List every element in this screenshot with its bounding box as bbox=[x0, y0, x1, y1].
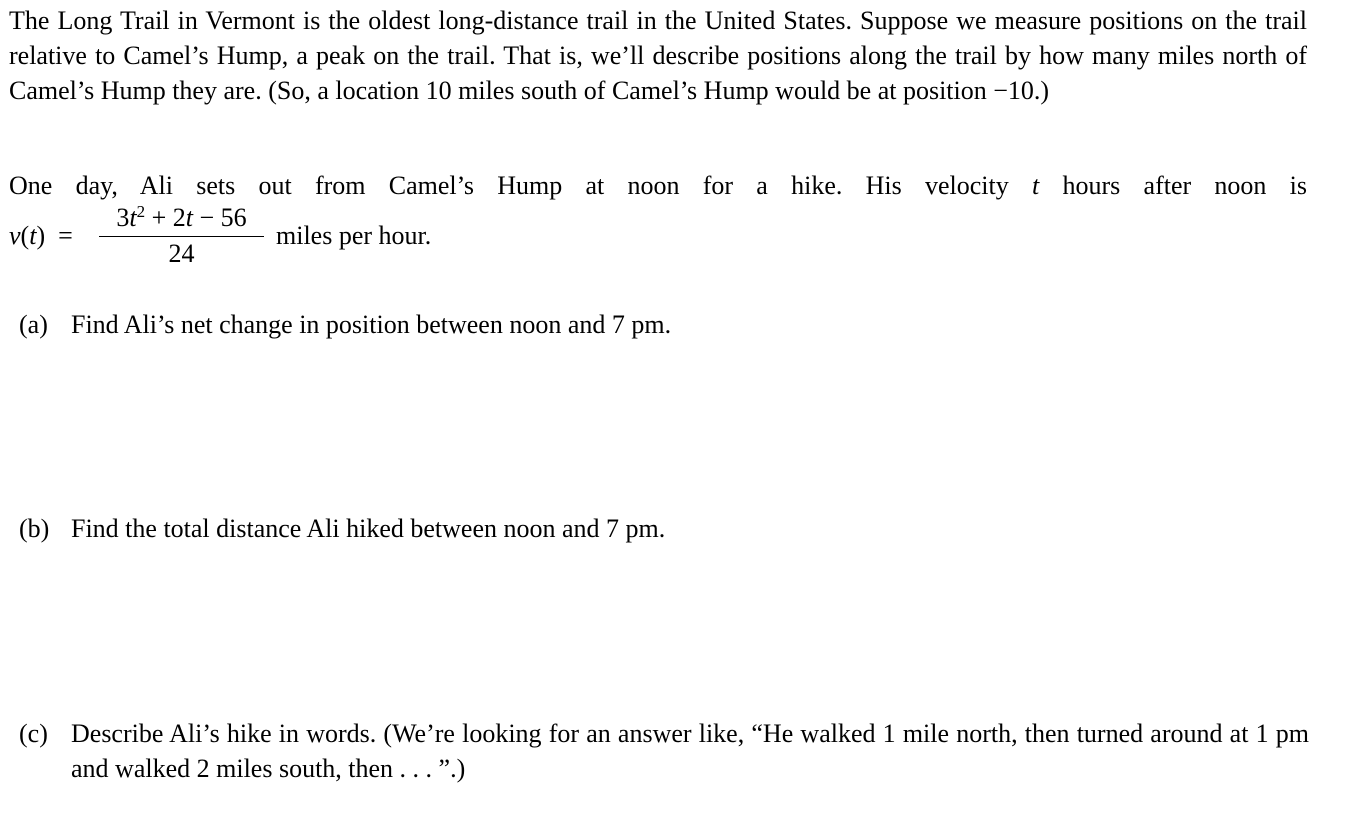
fraction-numerator bbox=[99, 203, 264, 233]
question-a-label: (a) bbox=[19, 310, 48, 339]
question-c-text: Describe Ali’s hike in words. (We’re looking for an answer like, “He walked 1 mile north, then turned around at 1 pm and walked 2 miles south, then . . . ”.) bbox=[71, 719, 1309, 783]
numerator-exponent: 2 bbox=[136, 202, 146, 221]
question-b-label: (b) bbox=[19, 514, 50, 543]
question-c-label: (c) bbox=[19, 719, 48, 748]
question-c bbox=[19, 716, 1309, 786]
numerator-variable-1: t bbox=[129, 203, 137, 232]
fraction bbox=[99, 203, 264, 269]
setup-paragraph bbox=[9, 168, 1307, 203]
argument-variable: t bbox=[29, 221, 37, 250]
equals-sign: = bbox=[58, 221, 73, 250]
question-b bbox=[19, 511, 1309, 546]
numerator-plus-term: + 2 bbox=[145, 203, 186, 232]
numerator-coefficient: 3 bbox=[116, 203, 130, 232]
intro-paragraph: The Long Trail in Vermont is the oldest long-distance trail in the United States. Suppose we measure positions on the trail relative to Camel’s Hump, a peak on the trail. That is, we’ll describe positions along the trail by how many miles north of Camel’s Hump they are. (So, a location 10 miles south of Camel’s Hump would be at position −10.) bbox=[9, 6, 1307, 105]
question-a-text: Find Ali’s net change in position between noon and 7 pm. bbox=[71, 310, 672, 339]
fraction-denominator: 24 bbox=[168, 239, 195, 269]
setup-text-before: One day, Ali sets out from Camel’s Hump at noon for a hike. His velocity bbox=[9, 171, 1009, 200]
function-name: v bbox=[9, 221, 21, 250]
formula-lhs bbox=[9, 221, 73, 251]
paren-open: ( bbox=[20, 221, 30, 250]
question-b-text: Find the total distance Ali hiked between noon and 7 pm. bbox=[71, 514, 666, 543]
setup-text-after: hours after noon is bbox=[1062, 171, 1308, 200]
time-variable: t bbox=[1032, 171, 1040, 200]
fraction-bar bbox=[99, 236, 264, 237]
paren-close: ) bbox=[36, 221, 46, 250]
velocity-units: miles per hour. bbox=[276, 221, 432, 250]
numerator-constant: − 56 bbox=[192, 203, 247, 232]
question-a bbox=[19, 307, 1309, 342]
velocity-formula bbox=[9, 203, 709, 273]
numerator-variable-2: t bbox=[185, 203, 193, 232]
